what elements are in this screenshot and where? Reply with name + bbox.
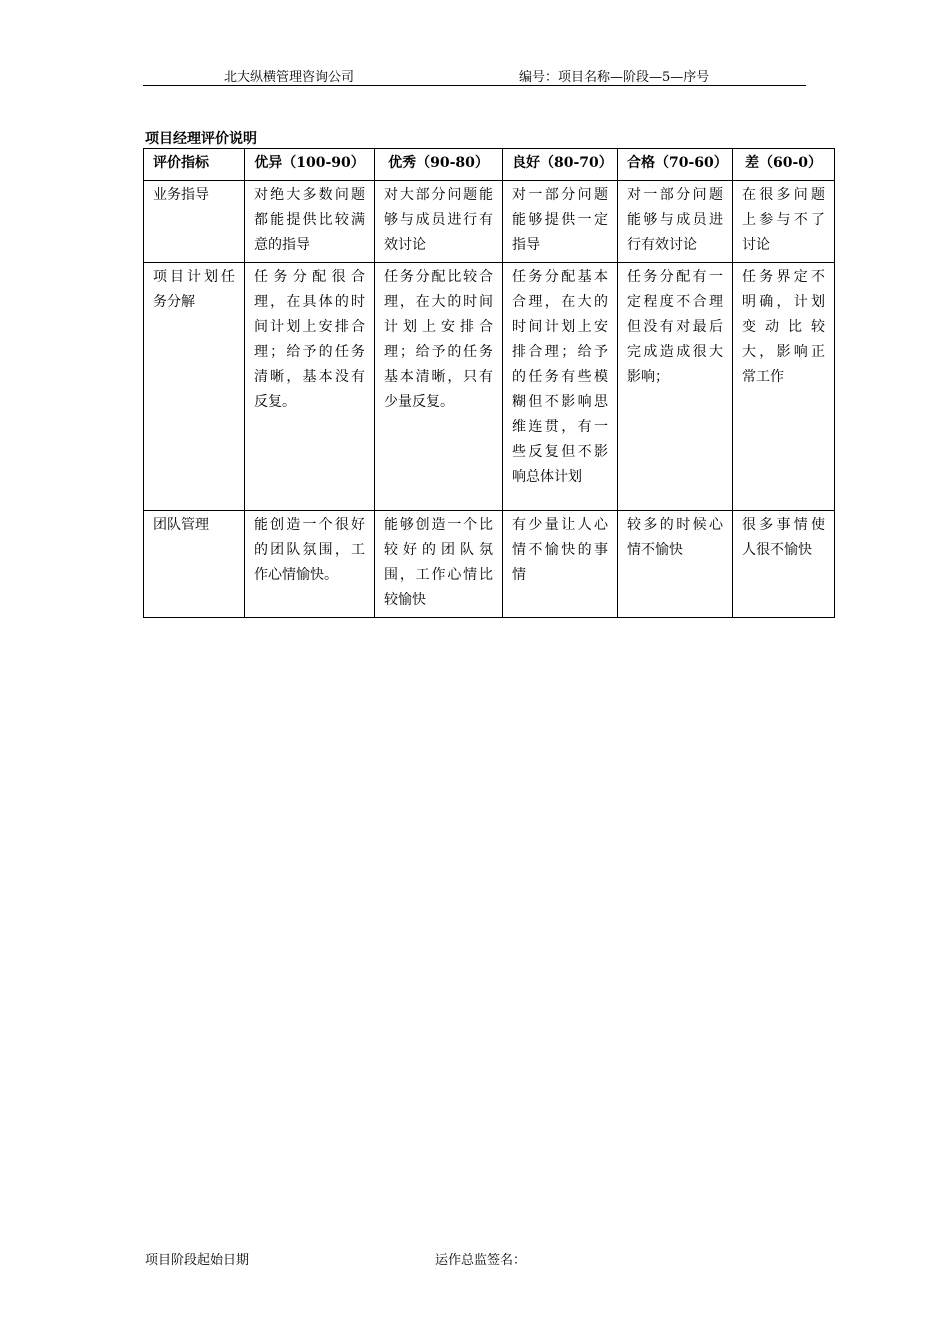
signature-label: 运作总监签名： bbox=[435, 1253, 527, 1268]
table-cell: 团队管理 bbox=[144, 511, 245, 618]
table-cell: 对一部分问题能够提供一定指导 bbox=[503, 181, 618, 263]
table-cell: 对一部分问题能够与成员进行有效讨论 bbox=[618, 181, 733, 263]
evaluation-table bbox=[143, 148, 835, 618]
header-document-code: 编号：项目名称—阶段—5—序号 bbox=[519, 70, 710, 85]
header-cell-very-good: 优秀（90-80） bbox=[375, 149, 503, 181]
table-cell: 在很多问题上参与不了讨论 bbox=[733, 181, 835, 263]
table-cell: 对绝大多数问题都能提供比较满意的指导 bbox=[245, 181, 375, 263]
table-cell: 对大部分问题能够与成员进行有效讨论 bbox=[375, 181, 503, 263]
table-row bbox=[144, 181, 835, 263]
header-cell-pass: 合格（70-60） bbox=[618, 149, 733, 181]
table-cell: 任务分配有一定程度不合理但没有对最后完成造成很大影响； bbox=[618, 263, 733, 511]
header-cell-indicator: 评价指标 bbox=[144, 149, 245, 181]
table-row bbox=[144, 263, 835, 511]
header-divider bbox=[143, 85, 806, 86]
table-cell: 任务分配比较合理，在大的时间计划上安排合理；给予的任务基本清晰，只有少量反复。 bbox=[375, 263, 503, 511]
table-cell: 任务界定不明确，计划变动比较大，影响正常工作 bbox=[733, 263, 835, 511]
table-cell: 业务指导 bbox=[144, 181, 245, 263]
document-title: 项目经理评价说明 bbox=[145, 131, 257, 147]
table-cell: 任务分配很合理，在具体的时间计划上安排合理；给予的任务清晰，基本没有反复。 bbox=[245, 263, 375, 511]
table-cell: 项目计划任务分解 bbox=[144, 263, 245, 511]
header-cell-excellent: 优异（100-90） bbox=[245, 149, 375, 181]
table-row bbox=[144, 511, 835, 618]
header-cell-poor: 差（60-0） bbox=[733, 149, 835, 181]
table-cell: 较多的时候心情不愉快 bbox=[618, 511, 733, 618]
table-cell: 能创造一个很好的团队氛围，工作心情愉快。 bbox=[245, 511, 375, 618]
table-cell: 很多事情使人很不愉快 bbox=[733, 511, 835, 618]
table-cell: 任务分配基本合理，在大的时间计划上安排合理；给予的任务有些模糊但不影响思维连贯，有一些反复但不影响总体计划 bbox=[503, 263, 618, 511]
header-cell-good: 良好（80-70） bbox=[503, 149, 618, 181]
table-header-row bbox=[144, 149, 835, 181]
header-company: 北大纵横管理咨询公司 bbox=[224, 70, 355, 85]
start-date-label: 项目阶段起始日期 bbox=[145, 1253, 250, 1268]
table-cell: 有少量让人心情不愉快的事情 bbox=[503, 511, 618, 618]
table-cell: 能够创造一个比较好的团队氛围，工作心情比较愉快 bbox=[375, 511, 503, 618]
